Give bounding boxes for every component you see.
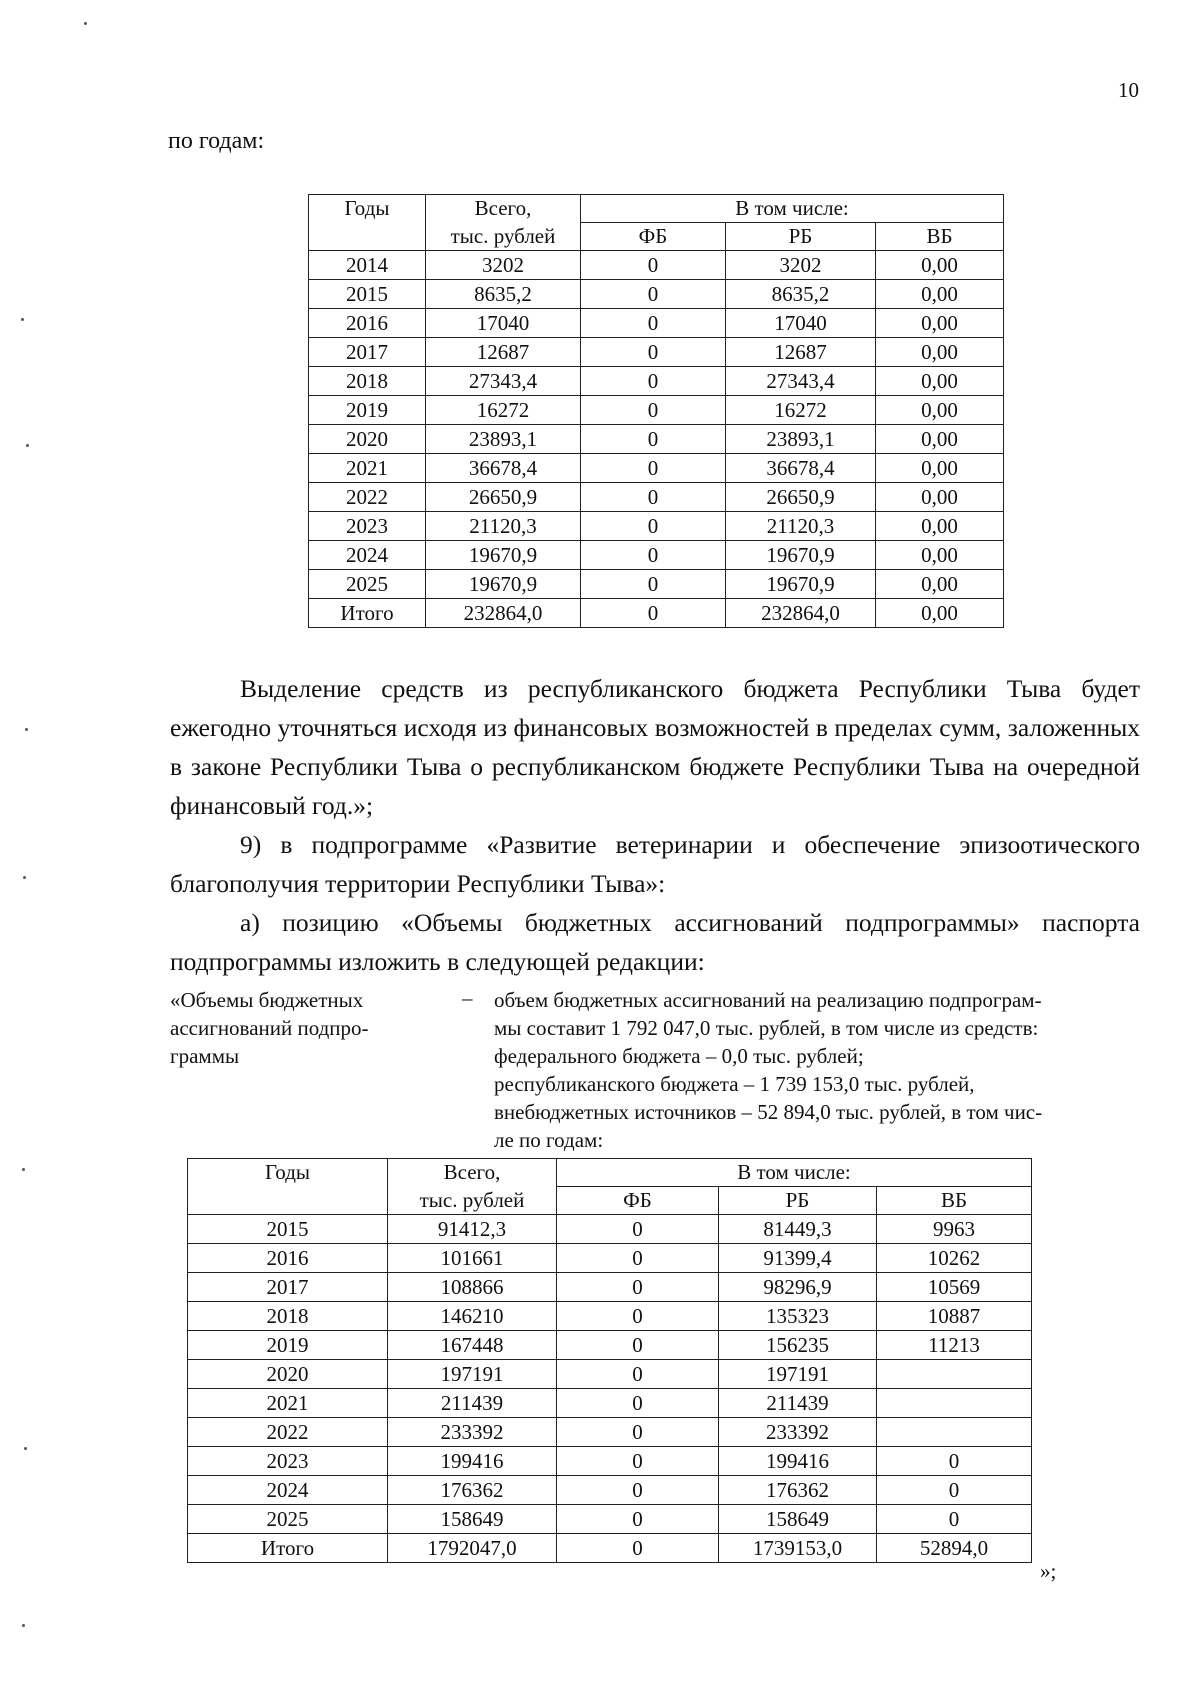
table-row bbox=[188, 1360, 1032, 1389]
passport-text-line: внебюджетных источников – 52 894,0 тыс. рублей, в том чис- bbox=[494, 1100, 1043, 1124]
cell-rb: 23893,1 bbox=[726, 425, 876, 454]
table-row bbox=[309, 512, 1004, 541]
cell-year: 2017 bbox=[309, 338, 426, 367]
paragraph-text: Выделение средств из республиканского бюджета Республики Тыва будет ежегодно уточняться исходя из финансовых возможностей в пределах сумм, заложенных в законе Республики Тыва о республиканском бюджете Республики Тыва на очередной финансовый год.»; bbox=[170, 674, 1140, 820]
table-row bbox=[309, 251, 1004, 280]
cell-rb: 211439 bbox=[719, 1389, 877, 1418]
cell-vb: 0,00 bbox=[876, 338, 1004, 367]
cell-total: 21120,3 bbox=[426, 512, 581, 541]
cell-rb: 158649 bbox=[719, 1505, 877, 1534]
cell-year: 2025 bbox=[309, 570, 426, 599]
cell-vb bbox=[877, 1389, 1032, 1418]
cell-vb: 0,00 bbox=[876, 280, 1004, 309]
cell-year: 2023 bbox=[309, 512, 426, 541]
passport-text-line: ле по годам: bbox=[494, 1128, 604, 1152]
cell-rb: 12687 bbox=[726, 338, 876, 367]
cell-total: 12687 bbox=[426, 338, 581, 367]
cell-rb: 91399,4 bbox=[719, 1244, 877, 1273]
table-row bbox=[188, 1244, 1032, 1273]
cell-total: 19670,9 bbox=[426, 570, 581, 599]
cell-fb: 0 bbox=[581, 599, 726, 628]
cell-total: 167448 bbox=[388, 1331, 557, 1360]
cell-vb: 0,00 bbox=[876, 541, 1004, 570]
cell-fb: 0 bbox=[581, 280, 726, 309]
header-including: В том числе: bbox=[557, 1159, 1032, 1187]
header-vb: ВБ bbox=[877, 1187, 1032, 1215]
cell-rb: 232864,0 bbox=[726, 599, 876, 628]
table-row bbox=[188, 1331, 1032, 1360]
passport-text bbox=[494, 986, 1138, 1154]
passport-text-line: республиканского бюджета – 1 739 153,0 тыс. рублей, bbox=[494, 1072, 975, 1096]
table-row bbox=[188, 1302, 1032, 1331]
cell-year: 2019 bbox=[309, 396, 426, 425]
passport-text-line: мы составит 1 792 047,0 тыс. рублей, в том числе из средств: bbox=[494, 1016, 1039, 1040]
cell-total: 197191 bbox=[388, 1360, 557, 1389]
table-row bbox=[309, 483, 1004, 512]
passport-label bbox=[170, 986, 440, 1070]
paragraph-text: 9) в подпрограмме «Развитие ветеринарии и обеспечение эпизоотического благополучия территории Республики Тыва»: bbox=[170, 830, 1140, 898]
cell-vb: 0 bbox=[877, 1447, 1032, 1476]
cell-year: 2023 bbox=[188, 1447, 388, 1476]
cell-fb: 0 bbox=[581, 541, 726, 570]
cell-year: 2016 bbox=[309, 309, 426, 338]
paragraph-subprogram bbox=[170, 825, 1140, 903]
cell-fb: 0 bbox=[557, 1534, 719, 1563]
table-row bbox=[188, 1389, 1032, 1418]
cell-total: 1792047,0 bbox=[388, 1534, 557, 1563]
cell-year: 2024 bbox=[188, 1476, 388, 1505]
table-row bbox=[309, 425, 1004, 454]
cell-fb: 0 bbox=[581, 454, 726, 483]
cell-vb: 0,00 bbox=[876, 512, 1004, 541]
passport-text-line: федерального бюджета – 0,0 тыс. рублей; bbox=[494, 1044, 864, 1068]
cell-total: 36678,4 bbox=[426, 454, 581, 483]
cell-total: 232864,0 bbox=[426, 599, 581, 628]
cell-vb bbox=[877, 1360, 1032, 1389]
cell-year: Итого bbox=[188, 1534, 388, 1563]
cell-fb: 0 bbox=[557, 1215, 719, 1244]
header-years-blank bbox=[188, 1187, 388, 1215]
header-total-unit: тыс. рублей bbox=[426, 223, 581, 251]
cell-fb: 0 bbox=[557, 1447, 719, 1476]
cell-fb: 0 bbox=[581, 425, 726, 454]
cell-rb: 26650,9 bbox=[726, 483, 876, 512]
cell-rb: 36678,4 bbox=[726, 454, 876, 483]
cell-total: 27343,4 bbox=[426, 367, 581, 396]
cell-year: 2019 bbox=[188, 1331, 388, 1360]
paragraph-text: а) позицию «Объемы бюджетных ассигнований подпрограммы» паспорта подпрограммы изложить в следующей редакции: bbox=[170, 908, 1140, 976]
cell-vb: 0 bbox=[877, 1505, 1032, 1534]
cell-fb: 0 bbox=[581, 251, 726, 280]
cell-year: 2020 bbox=[188, 1360, 388, 1389]
cell-vb: 0,00 bbox=[876, 367, 1004, 396]
cell-year: 2021 bbox=[309, 454, 426, 483]
cell-total: 91412,3 bbox=[388, 1215, 557, 1244]
cell-year: 2022 bbox=[309, 483, 426, 512]
cell-fb: 0 bbox=[557, 1331, 719, 1360]
cell-total: 8635,2 bbox=[426, 280, 581, 309]
cell-rb: 27343,4 bbox=[726, 367, 876, 396]
cell-total: 17040 bbox=[426, 309, 581, 338]
cell-year: Итого bbox=[309, 599, 426, 628]
table-row bbox=[309, 367, 1004, 396]
cell-total: 3202 bbox=[426, 251, 581, 280]
cell-rb: 98296,9 bbox=[719, 1273, 877, 1302]
table-row bbox=[309, 454, 1004, 483]
table-row bbox=[309, 280, 1004, 309]
funding-table-1 bbox=[308, 194, 1004, 628]
table-row bbox=[309, 338, 1004, 367]
table-row bbox=[309, 396, 1004, 425]
header-years: Годы bbox=[188, 1159, 388, 1187]
cell-fb: 0 bbox=[557, 1418, 719, 1447]
cell-total: 211439 bbox=[388, 1389, 557, 1418]
cell-fb: 0 bbox=[581, 483, 726, 512]
cell-fb: 0 bbox=[581, 512, 726, 541]
cell-vb: 0,00 bbox=[876, 483, 1004, 512]
cell-fb: 0 bbox=[557, 1389, 719, 1418]
cell-vb: 11213 bbox=[877, 1331, 1032, 1360]
table-row bbox=[309, 309, 1004, 338]
cell-year: 2024 bbox=[309, 541, 426, 570]
header-including: В том числе: bbox=[581, 195, 1004, 223]
table-row bbox=[309, 541, 1004, 570]
cell-rb: 135323 bbox=[719, 1302, 877, 1331]
header-rb: РБ bbox=[726, 223, 876, 251]
header-total-unit: тыс. рублей bbox=[388, 1187, 557, 1215]
cell-year: 2015 bbox=[309, 280, 426, 309]
cell-rb: 197191 bbox=[719, 1360, 877, 1389]
cell-total: 233392 bbox=[388, 1418, 557, 1447]
table-row bbox=[188, 1418, 1032, 1447]
cell-fb: 0 bbox=[557, 1505, 719, 1534]
cell-year: 2022 bbox=[188, 1418, 388, 1447]
cell-total: 23893,1 bbox=[426, 425, 581, 454]
cell-vb: 0,00 bbox=[876, 309, 1004, 338]
closing-quote: »; bbox=[1040, 1559, 1057, 1583]
passport-text-line: объем бюджетных ассигнований на реализацию подпрограм- bbox=[494, 988, 1042, 1012]
cell-year: 2016 bbox=[188, 1244, 388, 1273]
cell-fb: 0 bbox=[557, 1273, 719, 1302]
cell-fb: 0 bbox=[581, 367, 726, 396]
cell-fb: 0 bbox=[581, 309, 726, 338]
passport-label-line: «Объемы бюджетных bbox=[170, 988, 364, 1012]
cell-vb: 0,00 bbox=[876, 570, 1004, 599]
paragraph-funding-note bbox=[170, 669, 1140, 825]
table-row bbox=[188, 1273, 1032, 1302]
cell-rb: 199416 bbox=[719, 1447, 877, 1476]
passport-label-line: граммы bbox=[170, 1044, 240, 1068]
passport-dash: – bbox=[462, 986, 473, 1010]
cell-rb: 8635,2 bbox=[726, 280, 876, 309]
cell-vb: 10887 bbox=[877, 1302, 1032, 1331]
table-1-body bbox=[309, 251, 1004, 628]
cell-vb bbox=[877, 1418, 1032, 1447]
cell-rb: 17040 bbox=[726, 309, 876, 338]
cell-year: 2020 bbox=[309, 425, 426, 454]
cell-vb: 10262 bbox=[877, 1244, 1032, 1273]
page-number: 10 bbox=[1118, 78, 1139, 102]
header-rb: РБ bbox=[719, 1187, 877, 1215]
cell-rb: 176362 bbox=[719, 1476, 877, 1505]
header-vb: ВБ bbox=[876, 223, 1004, 251]
cell-rb: 81449,3 bbox=[719, 1215, 877, 1244]
cell-total: 158649 bbox=[388, 1505, 557, 1534]
cell-year: 2018 bbox=[188, 1302, 388, 1331]
cell-total: 19670,9 bbox=[426, 541, 581, 570]
header-years: Годы bbox=[309, 195, 426, 223]
cell-vb: 0,00 bbox=[876, 396, 1004, 425]
cell-rb: 233392 bbox=[719, 1418, 877, 1447]
passport-label-line: ассигнований подпро- bbox=[170, 1016, 369, 1040]
cell-rb: 1739153,0 bbox=[719, 1534, 877, 1563]
table-2-body bbox=[188, 1215, 1032, 1563]
cell-vb: 0,00 bbox=[876, 599, 1004, 628]
cell-total: 176362 bbox=[388, 1476, 557, 1505]
cell-vb: 52894,0 bbox=[877, 1534, 1032, 1563]
cell-vb: 10569 bbox=[877, 1273, 1032, 1302]
cell-fb: 0 bbox=[557, 1476, 719, 1505]
cell-rb: 16272 bbox=[726, 396, 876, 425]
cell-vb: 0 bbox=[877, 1476, 1032, 1505]
cell-rb: 19670,9 bbox=[726, 570, 876, 599]
funding-table-2 bbox=[187, 1158, 1032, 1563]
cell-vb: 9963 bbox=[877, 1215, 1032, 1244]
cell-total: 199416 bbox=[388, 1447, 557, 1476]
cell-vb: 0,00 bbox=[876, 454, 1004, 483]
header-total: Всего, bbox=[388, 1159, 557, 1187]
header-fb: ФБ bbox=[557, 1187, 719, 1215]
cell-total: 101661 bbox=[388, 1244, 557, 1273]
cell-year: 2021 bbox=[188, 1389, 388, 1418]
cell-rb: 19670,9 bbox=[726, 541, 876, 570]
table-row bbox=[188, 1215, 1032, 1244]
header-fb: ФБ bbox=[581, 223, 726, 251]
header-years-blank bbox=[309, 223, 426, 251]
cell-year: 2017 bbox=[188, 1273, 388, 1302]
cell-rb: 156235 bbox=[719, 1331, 877, 1360]
cell-fb: 0 bbox=[581, 570, 726, 599]
cell-fb: 0 bbox=[557, 1360, 719, 1389]
lead-text: по годам: bbox=[168, 128, 265, 154]
cell-vb: 0,00 bbox=[876, 425, 1004, 454]
cell-total: 16272 bbox=[426, 396, 581, 425]
cell-year: 2025 bbox=[188, 1505, 388, 1534]
cell-fb: 0 bbox=[581, 338, 726, 367]
cell-year: 2014 bbox=[309, 251, 426, 280]
table-row bbox=[309, 599, 1004, 628]
table-row bbox=[188, 1447, 1032, 1476]
cell-rb: 21120,3 bbox=[726, 512, 876, 541]
cell-total: 26650,9 bbox=[426, 483, 581, 512]
cell-rb: 3202 bbox=[726, 251, 876, 280]
cell-total: 146210 bbox=[388, 1302, 557, 1331]
table-row bbox=[188, 1534, 1032, 1563]
cell-fb: 0 bbox=[557, 1302, 719, 1331]
cell-year: 2015 bbox=[188, 1215, 388, 1244]
table-row bbox=[188, 1476, 1032, 1505]
table-row bbox=[309, 570, 1004, 599]
cell-vb: 0,00 bbox=[876, 251, 1004, 280]
cell-fb: 0 bbox=[581, 396, 726, 425]
cell-year: 2018 bbox=[309, 367, 426, 396]
header-total: Всего, bbox=[426, 195, 581, 223]
cell-total: 108866 bbox=[388, 1273, 557, 1302]
paragraph-position bbox=[170, 903, 1140, 981]
cell-fb: 0 bbox=[557, 1244, 719, 1273]
table-row bbox=[188, 1505, 1032, 1534]
